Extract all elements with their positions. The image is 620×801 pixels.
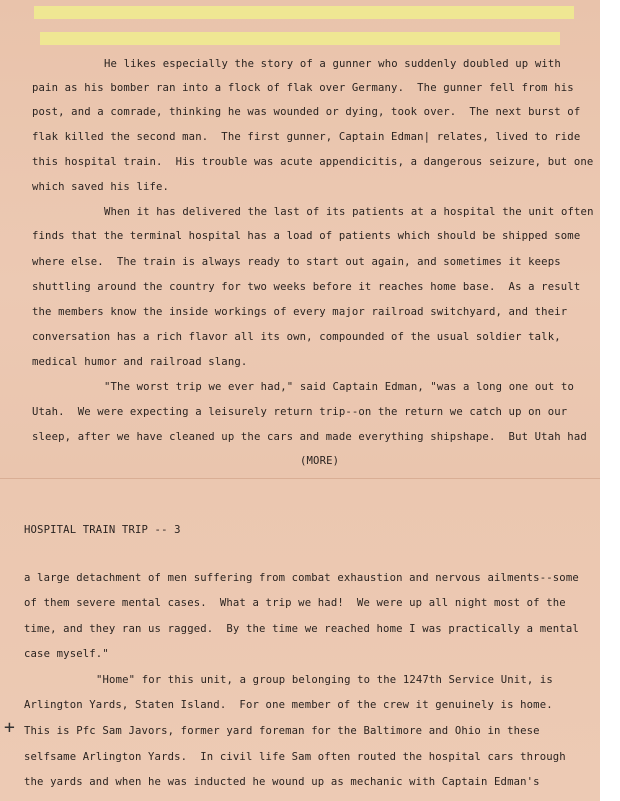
text-line: Arlington Yards, Staten Island. For one member of the crew it genuinely is home. [24, 699, 553, 711]
highlight-stripe [40, 32, 560, 45]
text-line: pain as his bomber ran into a flock of flak over Germany. The gunner fell from his [32, 82, 574, 94]
text-line: which saved his life. [32, 181, 170, 193]
highlight-stripe [34, 6, 574, 19]
page-header: HOSPITAL TRAIN TRIP -- 3 [24, 524, 181, 536]
text-line: this hospital train. His trouble was acute appendicitis, a dangerous seizure, but one [32, 156, 594, 168]
text-line: a large detachment of men suffering from combat exhaustion and nervous ailments--some [24, 572, 579, 584]
text-line: He likes especially the story of a gunner who suddenly doubled up with [104, 58, 561, 70]
text-line: "Home" for this unit, a group belonging to the 1247th Service Unit, is [96, 674, 553, 686]
text-line: where else. The train is always ready to start out again, and sometimes it keeps [32, 256, 561, 268]
text-line: the members know the inside workings of every major railroad switchyard, and their [32, 306, 568, 318]
text-line: Utah. We were expecting a leisurely return trip--on the return we catch up on our [32, 406, 568, 418]
text-line: sleep, after we have cleaned up the cars and made everything shipshape. But Utah had [32, 431, 587, 443]
text-line: post, and a comrade, thinking he was wounded or dying, took over. The next burst of [32, 106, 581, 118]
text-line: This is Pfc Sam Javors, former yard foreman for the Baltimore and Ohio in these [24, 725, 540, 737]
text-line: conversation has a rich flavor all its own, compounded of the usual soldier talk, [32, 331, 561, 343]
text-line: selfsame Arlington Yards. In civil life Sam often routed the hospital cars through [24, 751, 566, 763]
margin-cross-mark: + [4, 717, 15, 738]
text-line: flak killed the second man. The first gunner, Captain Edman| relates, lived to ride [32, 131, 581, 143]
text-line: "The worst trip we ever had," said Captain Edman, "was a long one out to [104, 381, 575, 393]
text-line: shuttling around the country for two weeks before it reaches home base. As a result [32, 281, 581, 293]
text-line: the yards and when he was inducted he wound up as mechanic with Captain Edman's [24, 776, 540, 788]
text-line: When it has delivered the last of its patients at a hospital the unit often [104, 206, 594, 218]
text-line: case myself." [24, 648, 109, 660]
text-line: time, and they ran us ragged. By the time we reached home I was practically a mental [24, 623, 579, 635]
text-line: finds that the terminal hospital has a load of patients which should be shipped some [32, 230, 581, 242]
document-page-lower [0, 478, 600, 801]
text-line: medical humor and railroad slang. [32, 356, 248, 368]
text-line: of them severe mental cases. What a trip we had! We were up all night most of the [24, 597, 566, 609]
more-marker: (MORE) [300, 455, 340, 467]
